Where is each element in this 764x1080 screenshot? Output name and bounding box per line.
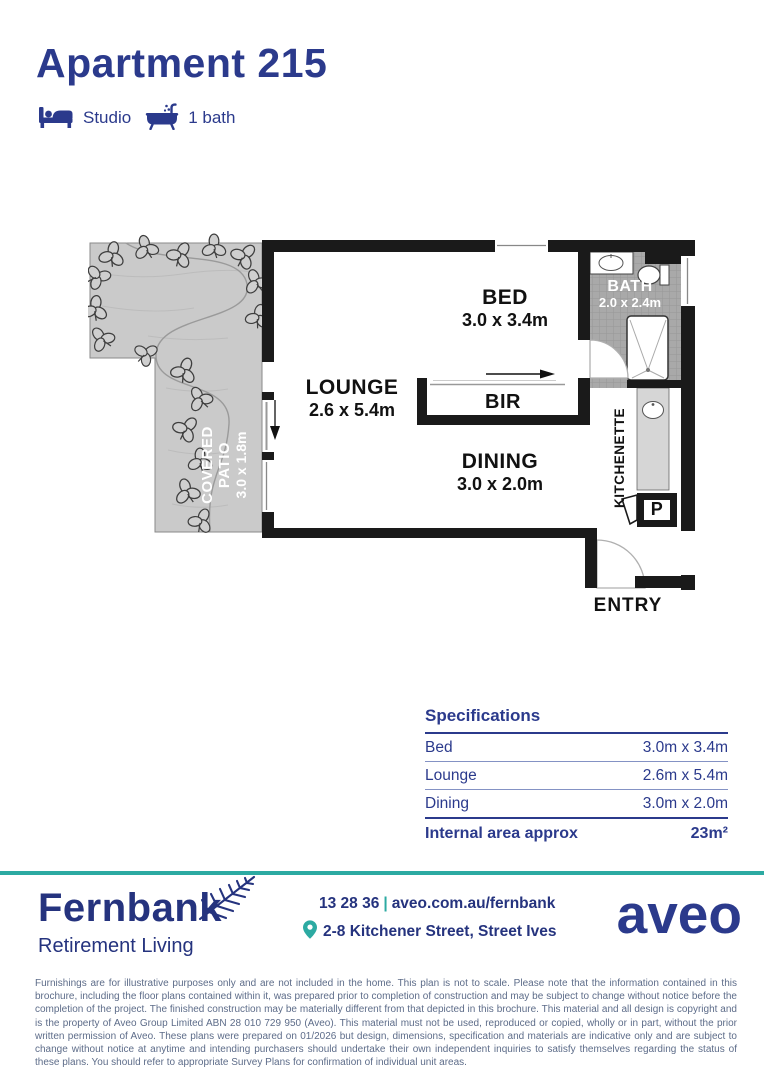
contact-line1: [303, 895, 556, 913]
kitchenette-name: KITCHENETTE: [612, 408, 627, 508]
room-label-bir: [443, 391, 563, 414]
specifications-title: Specifications: [425, 706, 728, 734]
dining-name: DINING: [461, 450, 539, 473]
internal-area-label: Internal area approx: [425, 825, 578, 842]
website-url: aveo.com.au/fernbank: [391, 895, 556, 912]
spec-row-lounge: [425, 762, 728, 790]
room-label-kitchenette: [612, 393, 628, 523]
bath-icon: [145, 100, 179, 135]
dining-dims: 3.0 x 2.0m: [456, 474, 544, 495]
room-label-dining: [420, 450, 580, 495]
street-address: 2-8 Kitchener Street, Street Ives: [323, 923, 557, 940]
bath-dims: 2.0 x 2.4m: [598, 295, 662, 311]
contact-line2: [303, 920, 556, 944]
location-pin-icon: [303, 920, 317, 944]
room-label-pantry: [637, 499, 677, 520]
footer-divider: [0, 871, 764, 875]
room-label-bed: [425, 286, 585, 331]
feature-studio-label: Studio: [83, 107, 132, 127]
patio-name: COVERED PATIO: [199, 426, 233, 504]
floor-plan: [88, 228, 698, 623]
spec-footer-row: [425, 819, 728, 843]
bed-dims: 3.0 x 3.4m: [461, 310, 549, 331]
brand-name: Fernbank: [38, 886, 223, 930]
room-label-entry: [568, 595, 688, 617]
spec-label: Dining: [425, 795, 469, 812]
contact-block: [303, 895, 556, 944]
lounge-name: LOUNGE: [305, 376, 399, 399]
spec-label: Lounge: [425, 767, 477, 784]
room-label-patio: [199, 390, 251, 540]
specifications-table: [425, 706, 728, 843]
bed-icon: [38, 102, 74, 134]
spec-label: Bed: [425, 739, 453, 756]
spec-value: 3.0m x 3.4m: [642, 739, 728, 756]
contact-separator: |: [383, 895, 388, 912]
room-label-bath: [586, 278, 674, 311]
disclaimer-text: Furnishings are for illustrative purposes only and are not included in the home. This plan is not to scale. Please note that the information contained in this brochure, including the floor plans contained within it, was prepared prior to completion of construction and may be subject to change without notice before the completion of the project. The finished construction may be materially different from that depicted in this brochure. This material and all design is copyright and is the property of Aveo Group Limited ABN 28 010 729 950 (Aveo). This material must not be used, reproduced or copied, wholly or in part, without the prior written permission of Aveo. These plans were prepared on 01/2026 but design, dimensions, specification and materials are indicative only and are subject to change without notice at anytime and intending purchasers should undertake their own independent inquiries to satisfy themselves regarding the status of these plans. You should refer to appropriate Survey Plans for confirmation of individual unit areas.: [35, 978, 737, 1069]
room-label-lounge: [272, 376, 432, 421]
bath-name: BATH: [607, 278, 653, 295]
spec-value: 2.6m x 5.4m: [642, 767, 728, 784]
bed-name: BED: [482, 286, 528, 309]
feature-list: [38, 100, 235, 135]
brand-block: [38, 886, 222, 958]
entry-name: ENTRY: [593, 595, 663, 616]
brand-tagline: Retirement Living: [38, 935, 194, 957]
page-title: Apartment 215: [36, 40, 328, 86]
feature-bath-label: 1 bath: [188, 107, 236, 127]
patio-dims: 3.0 x 1.8m: [233, 431, 249, 499]
bir-name: BIR: [485, 391, 521, 413]
feature-bath: [145, 100, 235, 135]
feature-studio: [38, 102, 131, 134]
spec-row-dining: [425, 790, 728, 819]
aveo-logo: aveo: [616, 883, 742, 945]
internal-area-value: 23m²: [690, 825, 728, 842]
spec-value: 3.0m x 2.0m: [642, 795, 728, 812]
pantry-name: P: [650, 499, 664, 519]
lounge-dims: 2.6 x 5.4m: [308, 400, 396, 421]
phone-number: 13 28 36: [319, 895, 380, 912]
spec-row-bed: [425, 734, 728, 762]
